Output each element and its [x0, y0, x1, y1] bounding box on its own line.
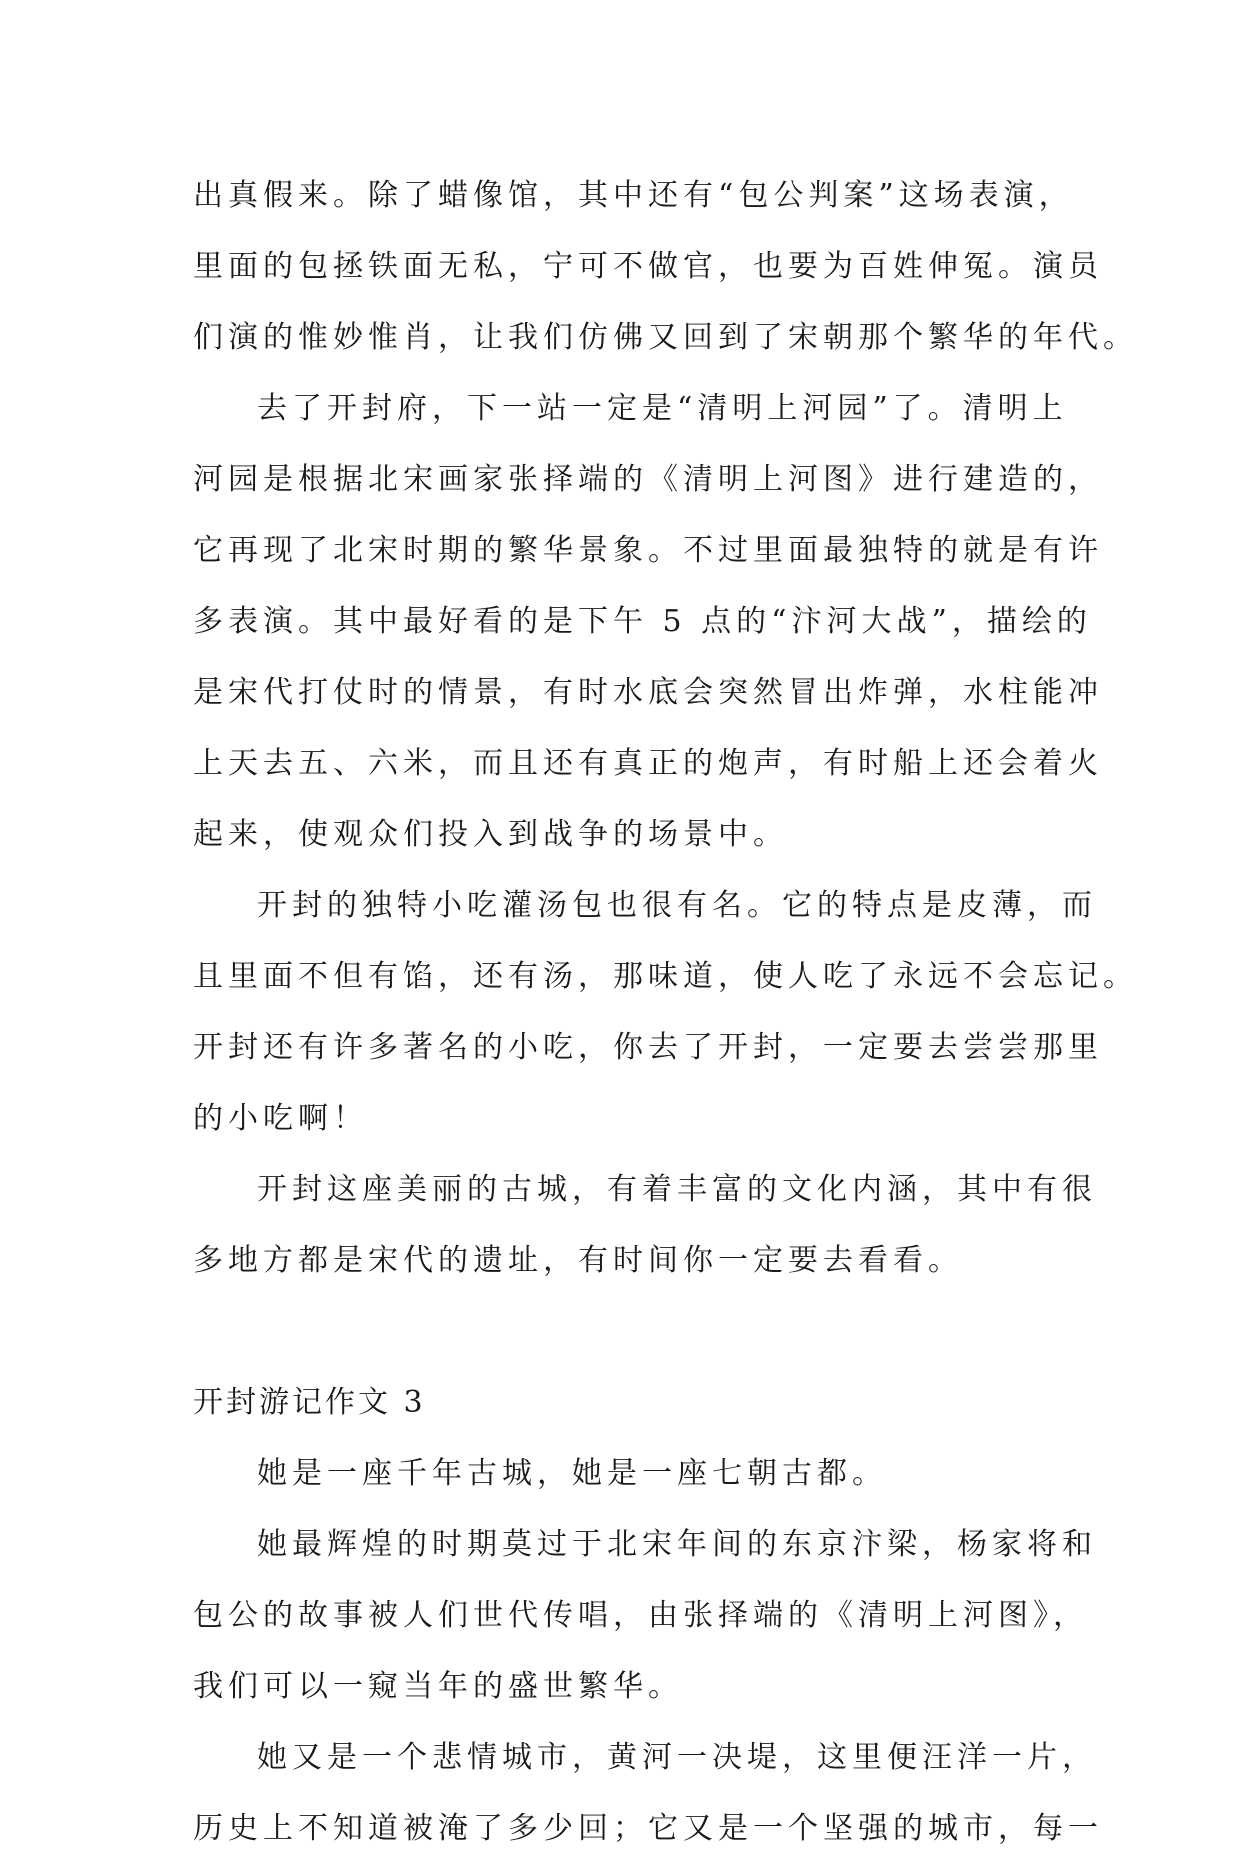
document-body — [193, 160, 1138, 1864]
paragraph-line: 们演的惟妙惟肖，让我们仿佛又回到了宋朝那个繁华的年代。 — [193, 320, 1138, 355]
paragraph-first-line: 她是一座千年古城，她是一座七朝古都。 — [257, 1456, 887, 1491]
section-spacer — [193, 1296, 1093, 1367]
paragraph-line: 我们可以一窥当年的盛世繁华。 — [193, 1669, 683, 1704]
paragraph-first-line: 她又是一个悲情城市，黄河一决堤，这里便汪洋一片， — [257, 1740, 1097, 1775]
paragraph-line: 的小吃啊！ — [193, 1101, 368, 1136]
paragraph-line: 是宋代打仗时的情景，有时水底会突然冒出炸弹，水柱能冲 — [193, 675, 1103, 710]
paragraph-line: 出真假来。除了蜡像馆，其中还有“包公判案”这场表演， — [193, 178, 1074, 213]
paragraph-line: 开封还有许多著名的小吃，你去了开封，一定要去尝尝那里 — [193, 1030, 1103, 1065]
paragraph-line: 包公的故事被人们世代传唱，由张择端的《清明上河图》， — [193, 1598, 1088, 1633]
paragraph-line: 上天去五、六米，而且还有真正的炮声，有时船上还会着火 — [193, 746, 1103, 781]
paragraph-line: 起来，使观众们投入到战争的场景中。 — [193, 817, 788, 852]
paragraph-first-line: 去了开封府，下一站一定是“清明上河园”了。清明上 — [257, 391, 1068, 426]
paragraph-line: 且里面不但有馅，还有汤，那味道，使人吃了永远不会忘记。 — [193, 959, 1138, 994]
paragraph-first-line: 开封这座美丽的古城，有着丰富的文化内涵，其中有很 — [257, 1172, 1097, 1207]
paragraph-line: 河园是根据北宋画家张择端的《清明上河图》进行建造的， — [193, 462, 1103, 497]
paragraph-first-line: 开封的独特小吃灌汤包也很有名。它的特点是皮薄，而 — [257, 888, 1097, 923]
paragraph-first-line: 她最辉煌的时期莫过于北宋年间的东京汴梁，杨家将和 — [257, 1527, 1097, 1562]
paragraph-line: 多表演。其中最好看的是下午 5 点的“汴河大战”，描绘的 — [193, 604, 1092, 639]
paragraph-line: 多地方都是宋代的遗址，有时间你一定要去看看。 — [193, 1243, 963, 1278]
paragraph-line: 它再现了北宋时期的繁华景象。不过里面最独特的就是有许 — [193, 533, 1103, 568]
section-heading: 开封游记作文 3 — [193, 1385, 426, 1420]
paragraph-line: 历史上不知道被淹了多少回；它又是一个坚强的城市，每一 — [193, 1811, 1103, 1846]
paragraph-line: 里面的包拯铁面无私，宁可不做官，也要为百姓伸冤。演员 — [193, 249, 1103, 284]
